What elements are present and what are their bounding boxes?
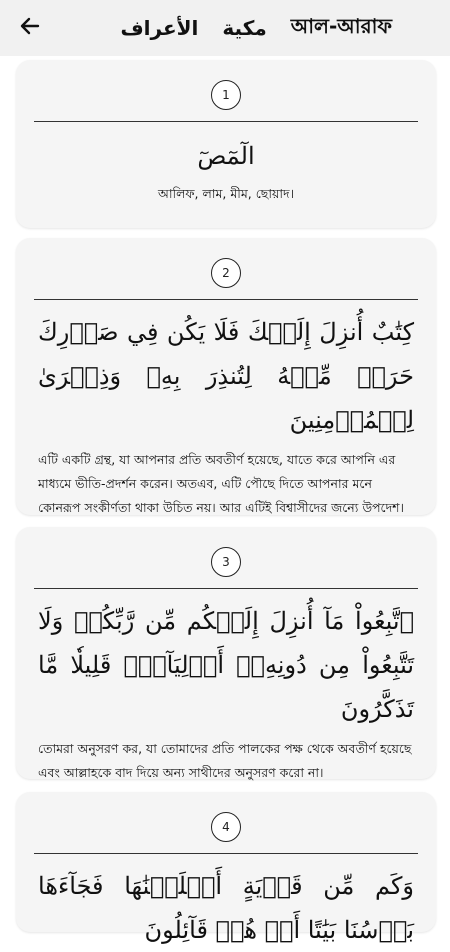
- verse-arabic-text: ٱتَّبِعُواْ مَآ أُنزِلَ إِلَيۡكُم مِّن رَّبِّكُمۡ وَلَا تَتَّبِعُواْ مِن دُونِهِۦٓ أَوۡلِيَآءَۗ قَلِيلٗا مَّا تَذَكَّرُونَ: [38, 607, 414, 723]
- verse-card[interactable]: [16, 527, 436, 779]
- surah-name-bengali: আল-আরাফ: [290, 13, 392, 38]
- verse-translation: তোমরা অনুসরণ কর, যা তোমাদের প্রতি পালকের পক্ষ থেকে অবতীর্ণ হয়েছে এবং আল্লাহকে বাদ দিয়ে অন্য সাথীদের অনুসরণ করো না।: [38, 741, 412, 780]
- verse-arabic-text: كِتَٰبٌ أُنزِلَ إِلَيۡكَ فَلَا يَكُن فِي صَدۡرِكَ حَرَجٞ مِّنۡهُ لِتُنذِرَ بِهِۦ وَذِكۡرَىٰ لِلۡمُؤۡمِنِينَ: [38, 318, 414, 434]
- verse-translation: আলিফ, লাম, মীম, ছোয়াদ।: [157, 186, 295, 201]
- back-button[interactable]: [18, 10, 54, 46]
- verse-number-badge: 4: [211, 812, 241, 842]
- top-app-bar: [0, 0, 450, 56]
- divider: [34, 121, 418, 122]
- divider: [34, 853, 418, 854]
- arrow-left-icon: [18, 14, 42, 42]
- verse-number-badge: 3: [211, 547, 241, 577]
- verse-arabic-text: الٓمٓصٓ: [197, 142, 255, 170]
- surah-title: [54, 12, 432, 45]
- verse-arabic-text: وَكَم مِّن قَرۡيَةٍ أَهۡلَكۡنَٰهَا فَجَآءَهَا بَأۡسُنَا بَيَٰتًا أَوۡ هُمۡ قَآئِلُونَ: [38, 872, 414, 944]
- verse-card[interactable]: [16, 238, 436, 515]
- verse-number-badge: 2: [211, 258, 241, 288]
- verse-number-badge: 1: [211, 80, 241, 110]
- divider: [34, 299, 418, 300]
- verse-card[interactable]: [16, 60, 436, 228]
- surah-name-arabic: الأعراف: [120, 16, 199, 40]
- verse-translation: এটি একটি গ্রন্থ, যা আপনার প্রতি অবতীর্ণ হয়েছে, যাতে করে আপনি এর মাধ্যমে ভীতি-প্রদর্শন করেন। অতএব, এটি পৌছে দিতে আপনার মনে কোনরূপ সংকীর্ণতা থাকা উচিত নয়। আর এটিই বিশ্বাসীদের জন্যে উপদেশ।: [38, 452, 405, 515]
- divider: [34, 588, 418, 589]
- verse-card[interactable]: [16, 792, 436, 944]
- revelation-type: مكية: [222, 16, 267, 40]
